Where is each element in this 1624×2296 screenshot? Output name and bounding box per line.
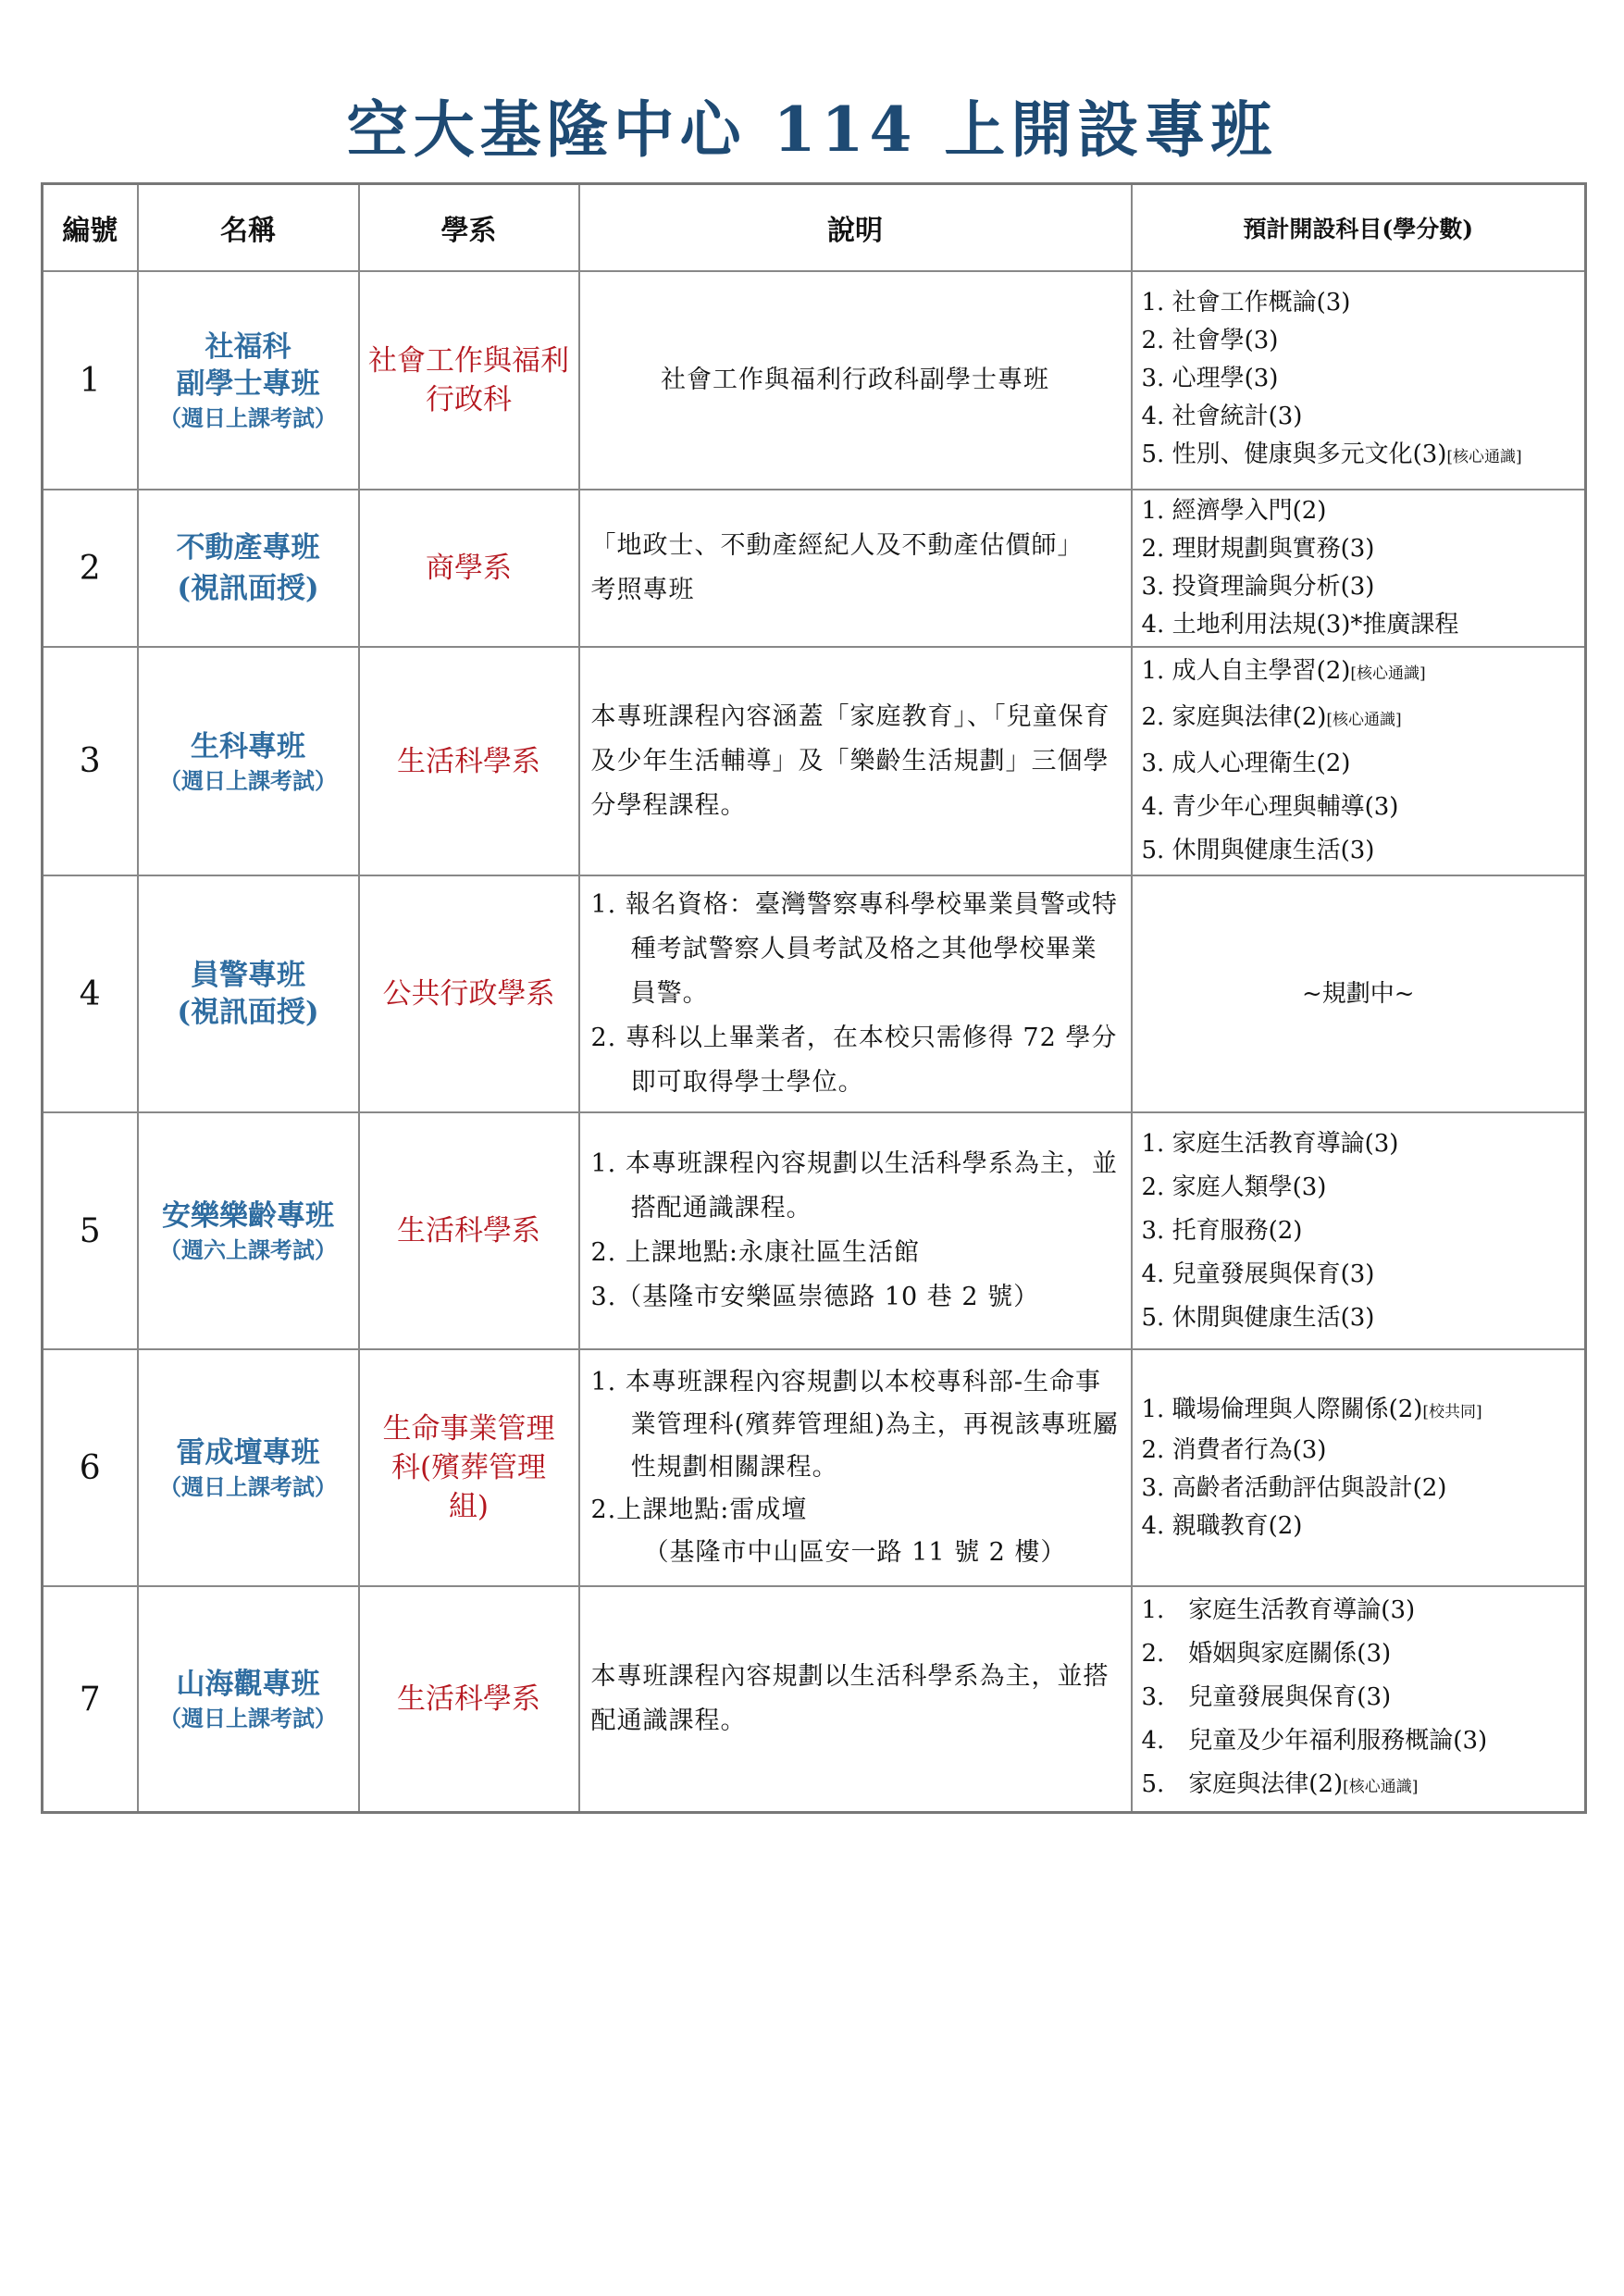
department: 商學系	[359, 490, 579, 647]
header-no: 編號	[43, 184, 138, 272]
list-item: 5. 休閒與健康生活(3)	[1141, 837, 1375, 864]
description	[579, 1349, 1132, 1586]
schedule-note: （週日上課考試）	[159, 1705, 337, 1731]
row-number: 4	[43, 875, 138, 1112]
list-item: 3.（基隆市安樂區崇德路 10 巷 2 號）	[590, 1283, 1040, 1311]
list-item: 2. 婚姻與家庭關係(3)	[1141, 1640, 1392, 1668]
subject-list	[1132, 490, 1586, 647]
subject-list	[1132, 1349, 1586, 1586]
department: 生活科學系	[359, 1586, 579, 1813]
department: 生活科學系	[359, 1112, 579, 1349]
row-number: 5	[43, 1112, 138, 1349]
list-item: 2. 家庭與法律(2)[核心通識]	[1141, 703, 1402, 731]
table-row	[43, 647, 1586, 875]
list-item: 1. 家庭生活教育導論(3)	[1141, 1596, 1416, 1624]
list-item: 1. 經濟學入門(2)	[1141, 497, 1327, 525]
list-item: 3. 心理學(3)	[1141, 365, 1279, 392]
list-item: 5. 家庭與法律(2)[核心通識]	[1141, 1770, 1419, 1798]
subject-list	[1132, 271, 1586, 490]
list-item: 2. 專科以上畢業者，在本校只需修得 72 學分即可取得學士學位。	[590, 1024, 1118, 1097]
description: 「地政士、不動產經紀人及不動產估價師」考照專班	[579, 490, 1132, 647]
list-item: 4. 兒童及少年福利服務概論(3)	[1141, 1727, 1488, 1755]
list-item: 1. 社會工作概論(3)	[1141, 289, 1351, 316]
table-row	[43, 875, 1586, 1112]
list-item: 2. 上課地點:永康社區生活館	[590, 1238, 920, 1267]
list-item: 1. 本專班課程內容規劃以生活科學系為主，並搭配通識課程。	[590, 1149, 1118, 1222]
class-name: 雷成壇專班 （週日上課考試）	[138, 1349, 359, 1586]
header-subjects: 預計開設科目(學分數)	[1132, 184, 1586, 272]
class-name: 安樂樂齡專班 （週六上課考試）	[138, 1112, 359, 1349]
class-name: 社福科 副學士專班 （週日上課考試）	[138, 271, 359, 490]
subject-tag: [核心通識]	[1350, 664, 1426, 683]
subject-tag: [核心通識]	[1326, 711, 1402, 729]
list-item: 5. 性別、健康與多元文化(3)[核心通識]	[1141, 441, 1522, 468]
table-row	[43, 271, 1586, 490]
list-item: 4. 社會統計(3)	[1141, 403, 1303, 430]
page-title: 空大基隆中心 114 上開設專班	[346, 93, 1278, 166]
row-number: 1	[43, 271, 138, 490]
list-item: 2. 家庭人類學(3)	[1141, 1173, 1327, 1201]
department: 公共行政學系	[359, 875, 579, 1112]
list-item: 3. 托育服務(2)	[1141, 1216, 1303, 1245]
description	[579, 1112, 1132, 1349]
list-item: 4. 土地利用法規(3)*推廣課程	[1141, 611, 1459, 639]
list-item: 3. 高齡者活動評估與設計(2)	[1141, 1473, 1447, 1502]
department: 生活科學系	[359, 647, 579, 875]
department: 生命事業管理科(殯葬管理組)	[359, 1349, 579, 1586]
table-row	[43, 490, 1586, 647]
class-name: 山海觀專班 （週日上課考試）	[138, 1586, 359, 1813]
class-name: 員警專班 (視訊面授)	[138, 875, 359, 1112]
list-item: 2. 社會學(3)	[1141, 327, 1279, 354]
subjects-note: ~規劃中~	[1132, 875, 1586, 1112]
description: 本專班課程內容涵蓋「家庭教育」、「兒童保育及少年生活輔導」及「樂齡生活規劃」三個學分學程課程。	[579, 647, 1132, 875]
table-row	[43, 1349, 1586, 1586]
list-item: 5. 休閒與健康生活(3)	[1141, 1303, 1375, 1332]
course-table	[41, 182, 1587, 1814]
list-item: 3. 成人心理衛生(2)	[1141, 750, 1351, 777]
subject-list	[1132, 647, 1586, 875]
list-item: 1. 成人自主學習(2)[核心通識]	[1141, 657, 1426, 685]
description: 本專班課程內容規劃以生活科學系為主，並搭配通識課程。	[579, 1586, 1132, 1813]
schedule-note: （週日上課考試）	[159, 1473, 337, 1500]
subject-tag: [校共同]	[1422, 1402, 1482, 1421]
description	[579, 875, 1132, 1112]
subject-list	[1132, 1586, 1586, 1813]
schedule-note: （週日上課考試）	[159, 766, 337, 794]
list-item: 2.上課地點:雷成壇	[590, 1496, 808, 1524]
subject-list	[1132, 1112, 1586, 1349]
class-name: 生科專班 （週日上課考試）	[138, 647, 359, 875]
row-number: 6	[43, 1349, 138, 1586]
department: 社會工作與福利行政科	[359, 271, 579, 490]
list-item: 1. 職場倫理與人際關係(2)[校共同]	[1141, 1395, 1482, 1423]
subject-tag: [核心通識]	[1446, 448, 1522, 466]
list-item: 1. 報名資格：臺灣警察專科學校畢業員警或特種考試警察人員考試及格之其他學校畢業員警。	[590, 890, 1118, 1008]
row-number: 7	[43, 1586, 138, 1813]
list-item: 1. 家庭生活教育導論(3)	[1141, 1129, 1399, 1158]
subject-tag: [核心通識]	[1343, 1778, 1419, 1796]
header-row	[43, 184, 1586, 272]
row-number: 2	[43, 490, 138, 647]
header-name: 名稱	[138, 184, 359, 272]
table-row	[43, 1112, 1586, 1349]
row-number: 3	[43, 647, 138, 875]
description: 社會工作與福利行政科副學士專班	[579, 271, 1132, 490]
list-item: （基隆市中山區安一路 11 號 2 樓）	[643, 1538, 1067, 1567]
list-item: 3. 投資理論與分析(3)	[1141, 573, 1375, 601]
list-item: 4. 兒童發展與保育(3)	[1141, 1260, 1375, 1288]
list-item: 4. 青少年心理與輔導(3)	[1141, 793, 1399, 821]
list-item: 2. 理財規劃與實務(3)	[1141, 535, 1375, 563]
table-row	[43, 1586, 1586, 1813]
class-name: 不動產專班 (視訊面授)	[138, 490, 359, 647]
list-item: 3. 兒童發展與保育(3)	[1141, 1683, 1392, 1711]
list-item: 4. 親職教育(2)	[1141, 1511, 1303, 1540]
header-dept: 學系	[359, 184, 579, 272]
schedule-note: （週六上課考試）	[159, 1236, 337, 1263]
list-item: 1. 本專班課程內容規劃以本校專科部-生命事業管理科(殯葬管理組)為主，再視該專班屬性規劃相關課程。	[590, 1368, 1119, 1482]
list-item: 2. 消費者行為(3)	[1141, 1435, 1327, 1464]
schedule-note: （週日上課考試）	[159, 404, 337, 431]
header-desc: 說明	[579, 184, 1132, 272]
